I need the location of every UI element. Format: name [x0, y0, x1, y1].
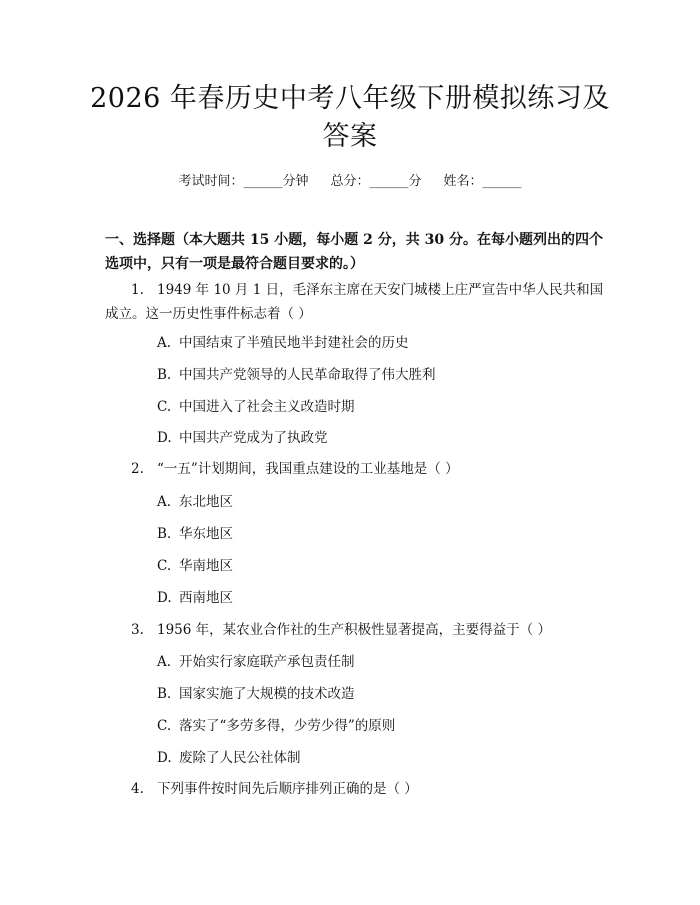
student-name-label: 姓名： — [443, 174, 483, 189]
option-1-b — [157, 365, 436, 385]
question-text: 1956 年，某农业合作社的生产积极性显著提高，主要得益于（ ） — [157, 622, 551, 638]
question-number: 3. — [131, 622, 144, 638]
option-text: 东北地区 — [179, 494, 233, 510]
option-2-b — [157, 524, 233, 544]
question-text: 下列事件按时间先后顺序排列正确的是（ ） — [157, 781, 418, 797]
exam-info-line — [0, 170, 700, 189]
option-1-a — [157, 333, 409, 353]
option-3-b — [157, 684, 355, 704]
option-letter: C. — [157, 558, 172, 574]
question-4 — [105, 777, 605, 801]
question-text: “一五”计划期间，我国重点建设的工业基地是（ ） — [157, 461, 459, 477]
option-text: 废除了人民公社体制 — [179, 750, 301, 766]
option-2-c — [157, 556, 233, 576]
option-text: 中国共产党领导的人民革命取得了伟大胜利 — [179, 367, 436, 383]
option-text: 落实了“多劳多得，少劳少得”的原则 — [179, 718, 396, 734]
option-text: 中国共产党成为了执政党 — [179, 430, 328, 446]
option-3-c — [157, 716, 395, 736]
question-3 — [105, 618, 605, 642]
option-3-a — [157, 652, 355, 672]
option-letter: D. — [157, 750, 172, 766]
question-text: 1949 年 10 月 1 日，毛泽东主席在天安门城楼上庄严宣告中华人民共和国成立。这一历史性事件标志着（ ） — [105, 282, 604, 322]
option-2-d — [157, 588, 233, 608]
option-letter: A. — [157, 335, 172, 351]
total-score-blank: ______分 — [369, 174, 422, 189]
option-text: 华东地区 — [179, 526, 233, 542]
option-letter: B. — [157, 526, 172, 542]
question-number: 2. — [131, 461, 144, 477]
option-text: 中国进入了社会主义改造时期 — [179, 399, 355, 415]
option-letter: A. — [157, 654, 172, 670]
question-number: 1. — [131, 282, 144, 298]
option-text: 国家实施了大规模的技术改造 — [179, 686, 355, 702]
option-letter: D. — [157, 590, 172, 606]
question-number: 4. — [131, 781, 144, 797]
exam-time-blank: ______分钟 — [243, 174, 309, 189]
option-2-a — [157, 492, 233, 512]
option-letter: A. — [157, 494, 172, 510]
option-1-d — [157, 428, 328, 448]
section-heading: 一、选择题（本大题共 15 小题，每小题 2 分，共 30 分。在每小题列出的四个选项中，只有一项是最符合题目要求的。） — [105, 232, 603, 272]
question-2 — [105, 457, 605, 481]
option-letter: C. — [157, 718, 172, 734]
option-3-d — [157, 748, 301, 768]
option-text: 华南地区 — [179, 558, 233, 574]
student-name-blank: ______ — [482, 174, 522, 189]
option-letter: C. — [157, 399, 172, 415]
option-letter: B. — [157, 686, 172, 702]
option-1-c — [157, 397, 355, 417]
option-text: 西南地区 — [179, 590, 233, 606]
exam-time-label: 考试时间： — [178, 174, 244, 189]
option-letter: D. — [157, 430, 172, 446]
option-text: 开始实行家庭联产承包责任制 — [179, 654, 355, 670]
option-letter: B. — [157, 367, 172, 383]
total-score-label: 总分： — [330, 174, 370, 189]
question-1 — [105, 278, 605, 326]
option-text: 中国结束了半殖民地半封建社会的历史 — [179, 335, 409, 351]
page-title: 2026 年春历史中考八年级下册模拟练习及答案 — [90, 83, 610, 152]
